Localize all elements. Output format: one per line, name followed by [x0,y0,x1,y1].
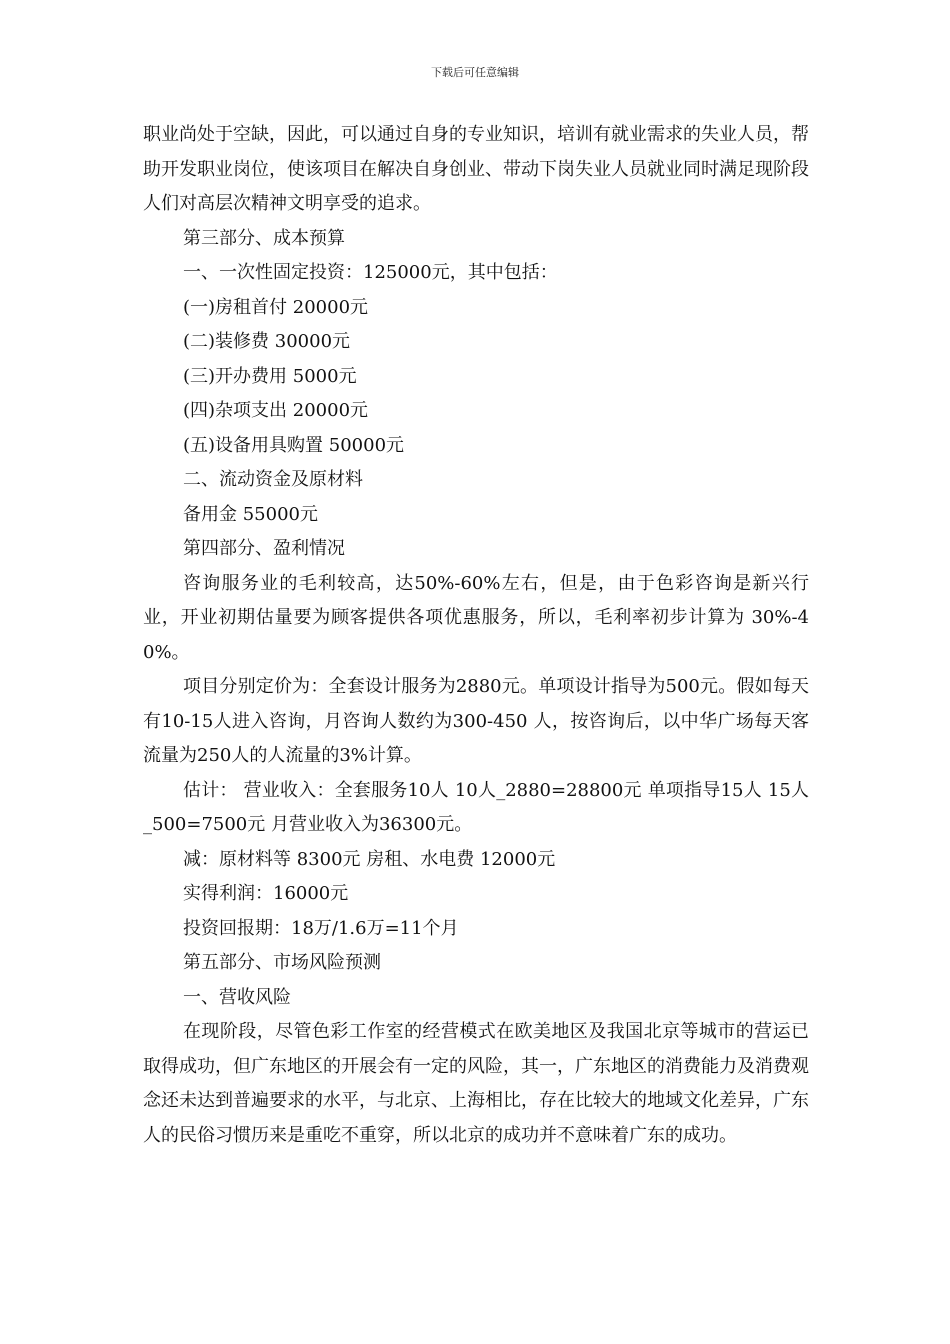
section-heading-profit: 第四部分、盈利情况 [183,538,345,559]
paragraph: 咨询服务业的毛利较高，达50%-60%左右，但是，由于色彩咨询是新兴行业，开业初期估量要为顾客提供各项优惠服务，所以，毛利率初步计算为 30%-40%。 [143,572,809,663]
list-item: (四)杂项支出 20000元 [183,400,369,421]
list-item: 减：原材料等 8300元 房租、水电费 12000元 [183,848,556,870]
section-heading-market-risk: 第五部分、市场风险预测 [183,952,381,973]
list-item: (五)设备用具购置 50000元 [183,434,405,456]
document-body [143,118,809,1153]
page-header: 下载后可任意编辑 [431,66,519,79]
list-item: 备用金 55000元 [183,503,318,525]
subheading-revenue-risk: 一、营收风险 [183,986,291,1008]
paragraph: 项目分别定价为：全套设计服务为2880元。单项设计指导为500元。假如每天有10-15人进入咨询，月咨询人数约为300-450 人，按咨询后，以中华广场每天客流量为250人的人流量的3%计算。 [143,676,809,766]
paragraph: 在现阶段，尽管色彩工作室的经营模式在欧美地区及我国北京等城市的营运已取得成功，但广东地区的开展会有一定的风险，其一，广东地区的消费能力及消费观念还未达到普遍要求的水平，与北京、上海相比，存在比较大的地域文化差异，广东人的民俗习惯历来是重吃不重穿，所以北京的成功并不意味着广东的成功。 [143,1021,809,1146]
paragraph: 估计： 营业收入：全套服务10人 10人_2880=28800元 单项指导15人 15人_500=7500元 月营业收入为36300元。 [143,779,809,835]
list-item: 实得利润：16000元 [183,883,349,904]
list-item: (一)房租首付 20000元 [183,296,369,318]
list-item: (三)开办费用 5000元 [183,365,357,387]
list-item: (二)装修费 30000元 [183,331,351,352]
section-heading-cost-budget: 第三部分、成本预算 [183,227,345,249]
paragraph: 职业尚处于空缺，因此，可以通过自身的专业知识，培训有就业需求的失业人员，帮助开发职业岗位，使该项目在解决自身创业、带动下岗失业人员就业同时满足现阶段人们对高层次精神文明享受的追求。 [143,124,809,214]
list-item: 投资回报期：18万/1.6万=11个月 [183,917,459,939]
subheading-fixed-investment: 一、一次性固定投资：125000元，其中包括： [183,262,558,283]
subheading-working-capital: 二、流动资金及原材料 [183,469,363,490]
